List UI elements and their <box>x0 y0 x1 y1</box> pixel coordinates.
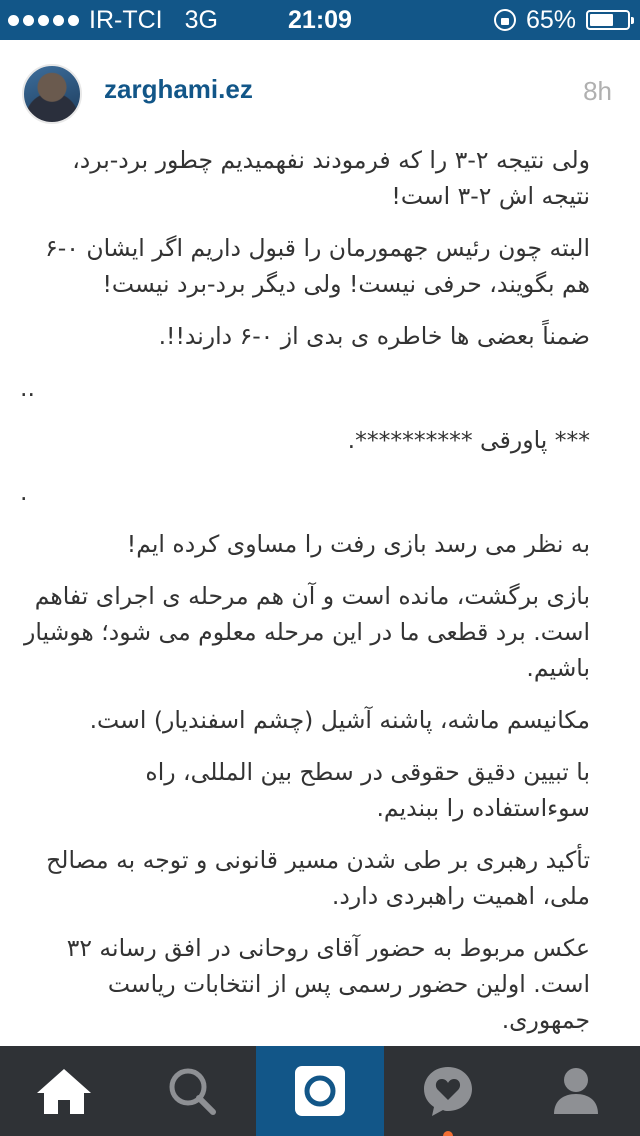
status-bar <box>0 0 640 40</box>
tab-home[interactable] <box>0 1046 128 1136</box>
tab-camera[interactable] <box>256 1046 384 1136</box>
profile-icon <box>552 1066 600 1116</box>
caption-paragraph: با تبیین دقیق حقوقی در سطح بین المللی، راه سوءاستفاده را ببندیم. <box>145 758 590 822</box>
tab-profile[interactable] <box>512 1046 640 1136</box>
avatar[interactable] <box>22 64 82 124</box>
caption-paragraph: البته چون رئیس جهمورمان را قبول داریم اگر ایشان ۰-۶ هم بگویند، حرفی نیست! ولی دیگر برد-برد نیست! <box>45 234 590 298</box>
battery-fill <box>590 14 613 26</box>
caption-paragraph: بازی برگشت، مانده است و آن هم مرحله ی اجرای تفاهم است. برد قطعی ما در این مرحله معلوم می شود؛ هوشیار باشیم. <box>23 582 590 682</box>
username-link[interactable]: zarghami.ez <box>104 74 253 104</box>
search-icon <box>167 1066 217 1116</box>
heart-bubble-icon <box>421 1064 475 1118</box>
post-caption[interactable] <box>0 140 640 1046</box>
caption-paragraph: عکس مربوط به حضور آقای روحانی در افق رسانه ۳۲ است. اولین حضور رسمی پس از انتخابات ریاست جمهوری. <box>66 934 590 1034</box>
caption-paragraph: تأکید رهبری بر طی شدن مسیر قانونی و توجه به مصالح ملی، اهمیت راهبردی دارد. <box>46 846 590 910</box>
tab-search[interactable] <box>128 1046 256 1136</box>
clock: 21:09 <box>288 6 352 34</box>
caption-text <box>20 140 590 1046</box>
caption-paragraph: ولی نتیجه ۲-۳ را که فرمودند نفهمیدیم چطور برد-برد، نتیجه اش ۲-۳ است! <box>72 146 590 210</box>
notification-indicator <box>443 1131 453 1136</box>
rotation-lock-icon <box>494 9 516 31</box>
caption-paragraph: .. <box>20 374 35 402</box>
caption-paragraph: ضمناً بعضی ها خاطره ی بدی از ۰-۶ دارند!!. <box>158 322 590 350</box>
caption-paragraph: . <box>20 478 28 506</box>
caption-paragraph: مکانیسم ماشه، پاشنه آشیل (چشم اسفندیار) است. <box>89 706 590 734</box>
bottom-tab-bar <box>0 1046 640 1136</box>
camera-icon <box>293 1064 347 1118</box>
battery-icon <box>586 10 630 30</box>
carrier-name: IR-TCI <box>89 5 163 34</box>
battery-percent: 65% <box>525 5 576 34</box>
post-header <box>0 40 640 148</box>
home-icon <box>35 1066 93 1116</box>
status-right <box>494 0 630 40</box>
post-timestamp: 8h <box>583 76 612 106</box>
caption-paragraph: *** پاورقی **********. <box>347 426 590 454</box>
tab-activity[interactable] <box>384 1046 512 1136</box>
network-type: 3G <box>184 5 218 34</box>
caption-paragraph: به نظر می رسد بازی رفت را مساوی کرده ایم! <box>126 530 590 558</box>
